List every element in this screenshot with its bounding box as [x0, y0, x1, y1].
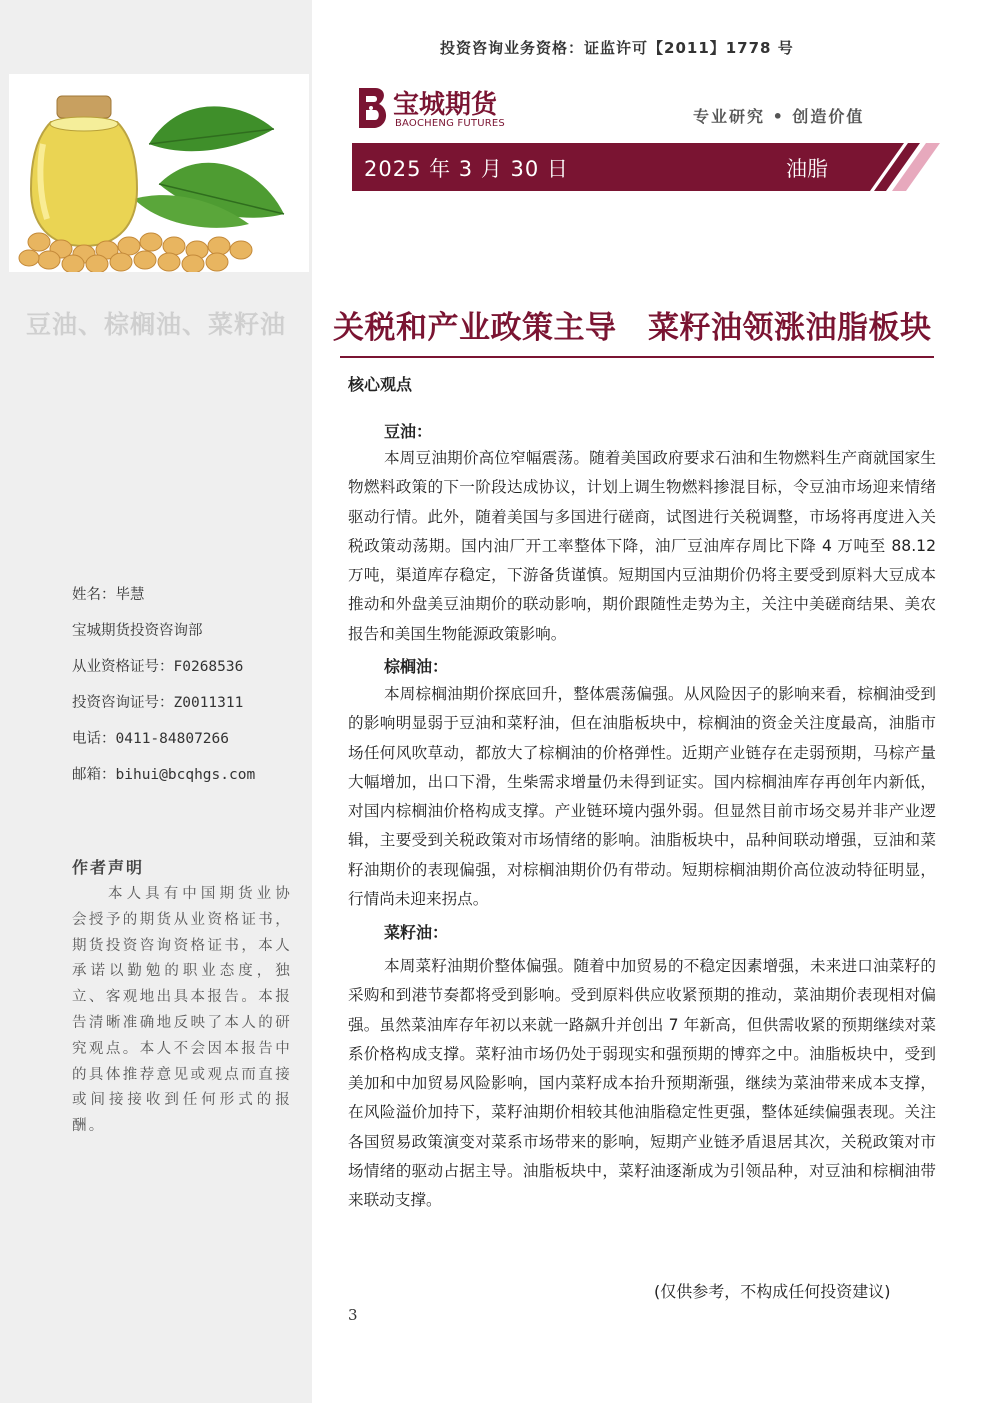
section-title-palm-oil: 棕榈油： — [384, 657, 449, 676]
declaration-text: 本人具有中国期货业协会授予的期货从业资格证书，期货投资咨询资格证书，本人承诺以勤勉的职业态度，独立、客观地出具本报告。本报告清晰准确地反映了本人的研究观点。本人不会因本报告中的具体推荐意见或观点而直接或间接接收到任何形式的报酬。 — [72, 886, 292, 1135]
section-title-rapeseed-oil: 菜籽油： — [384, 923, 449, 942]
section-text-soybean-oil: 本周豆油期价高位窄幅震荡。随着美国政府要求石油和生物燃料生产商就国家生物燃料政策的下一阶段达成协议，计划上调生物燃料掺混目标，令豆油市场迎来情绪驱动行情。此外，随着美国与多国进行磋商，试图进行关税调整，市场将再度进入关税政策动荡期。国内油厂开工率整体下降，油厂豆油库存周比下降 4 万吨至 88.12 万吨，渠道库存稳定，下游备货谨慎。短期国内豆油期价仍将主要受到原料大豆成本推动和外盘美豆油期价的联动影响，期价跟随性走势为主，关注中美磋商结果、美农报告和美国生物能源政策影响。 — [348, 449, 936, 643]
logo-text-cn: 宝城期货 — [393, 90, 498, 120]
headline: 关税和产业政策主导 菜籽油领涨油脂板块 — [333, 310, 932, 346]
core-views-title: 核心观点 — [348, 375, 413, 394]
page-number: 3 — [348, 1306, 358, 1324]
consulting-license-number: 投资咨询证号：Z0011311 — [72, 695, 244, 711]
department: 宝城期货投资咨询部 — [72, 623, 203, 639]
qualification-number: 从业资格证号：F0268536 — [72, 659, 244, 675]
section-text-rapeseed-oil: 本周菜籽油期价整体偏强。随着中加贸易的不稳定因素增强，未来进口油菜籽的采购和到港节奏都将受到影响。受到原料供应收紧预期的推动，菜油期价表现相对偏强。虽然菜油库存年初以来就一路飙升并创出 7 年新高，但供需收紧的预期继续对菜系价格构成支撑。菜籽油市场仍处于弱现实和强预期的博弈之中。油脂板块中，受到美加和中加贸易风险影响，国内菜籽成本抬升预期渐强，继续为菜油带来成本支撑，在风险溢价加持下，菜籽油期价相较其他油脂稳定性更强，整体延续偏强表现。关注各国贸易政策演变对菜系市场带来的影响，短期产业链矛盾退居其次，关税政策对市场情绪的驱动占据主导。油脂板块中，菜籽油逐渐成为引领品种，对豆油和棕榈油带来联动支撑。 — [348, 957, 936, 1210]
section-title-soybean-oil: 豆油： — [384, 422, 433, 441]
report-category: 油脂 — [786, 157, 828, 181]
sidebar-topic: 豆油、棕榈油、菜籽油 — [25, 310, 286, 339]
section-text-palm-oil: 本周棕榈油期价探底回升，整体震荡偏强。从风险因子的影响来看，棕榈油受到的影响明显弱于豆油和菜籽油，但在油脂板块中，棕榈油的资金关注度最高，油脂市场任何风吹草动，都放大了棕榈油的价格弹性。近期产业链存在走弱预期，马棕产量大幅增加，出口下滑，生柴需求增量仍未得到证实。国内棕榈油库存再创年内新低，对国内棕榈油价格构成支撑。产业链环境内强外弱。但显然目前市场交易并非产业逻辑，主要受到关税政策对市场情绪的影响。油脂板块中，品种间联动增强，豆油和菜籽油期价的表现偏强，对棕榈油期价仍有带动。短期棕榈油期价高位波动特征明显，行情尚未迎来拐点。 — [348, 685, 936, 909]
author-name: 姓名：毕慧 — [72, 587, 145, 603]
phone: 电话：0411-84807266 — [72, 731, 229, 747]
logo-text-en: BAOCHENG FUTURES — [395, 118, 505, 129]
email: 邮箱：bihui@bcqhgs.com — [72, 767, 256, 783]
logo-mark-icon — [355, 86, 391, 130]
company-logo — [355, 86, 525, 132]
contact-block — [72, 584, 312, 800]
report-date: 2025 年 3 月 30 日 — [364, 157, 569, 181]
headline-divider — [340, 356, 934, 358]
disclaimer: (仅供参考，不构成任何投资建议) — [654, 1282, 891, 1301]
sidebar — [0, 0, 312, 1403]
declaration-title: 作者声明 — [72, 858, 145, 877]
license-line: 投资咨询业务资格：证监许可【2011】1778 号 — [440, 39, 794, 57]
soybean-oil-photo — [9, 74, 309, 272]
slogan: 专业研究 • 创造价值 — [693, 107, 865, 126]
